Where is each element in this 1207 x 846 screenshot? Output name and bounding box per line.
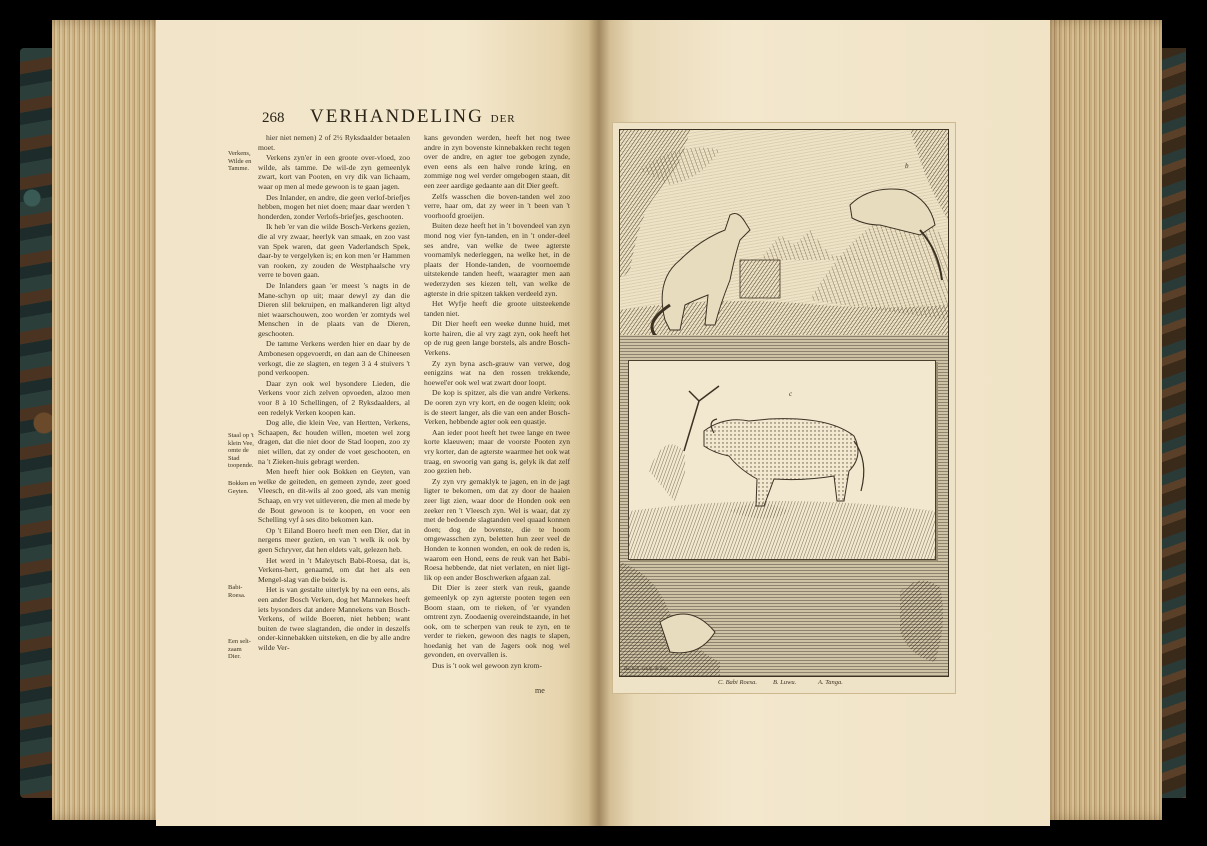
left-page-edges [52, 20, 172, 820]
paragraph: Zy zyn vry gemaklyk te jagen, en in de jagt ligter te bekomen, om dat zy door de haaien zeer ligt zien, waar door de Honden ook een zeeker ren 't Vleesch zyn. Wel is waar, dat zy met de bedoende slagtanden veel quaad konnen doen; dog de bovenste, die te hoom omgewasschen zyn, beletten hun zeer veel de Honden te konnen wonden, en ook de reden is, waarom een Hond, eens de reuk van het Babi-Roesa hebbende, dat niet verlaten, en niet ligt-lik op een ander Boschwerken afgaan zal. [424, 476, 570, 582]
plate-middle-scene [628, 360, 936, 560]
caption-item: A. Tanga. [818, 679, 843, 686]
plate-letter-c: c [789, 390, 793, 398]
paragraph: Dit Dier heeft een weeke dunne huid, met korte hairen, die al vry zagt zyn, ook heeft het op de rug geen lange borstels, als andre Bosch-Verkens. [424, 319, 570, 358]
catchword: me [535, 686, 545, 695]
paragraph: Men heeft hier ook Bokken en Geyten, van welke de geiteden, en gemeen zynde, zeer goed Vleesch, en dit-wils al zoo goed, als van menig Schaap, en vry vet uitleveren, die men al mede by de Bout gewoon is te koopen, en voor een Schelling vyf à ses dito bekomen kan. [258, 467, 410, 525]
paragraph: Het Wyfje heeft die groote uitsteekende tanden niet. [424, 299, 570, 318]
plate-caption [613, 679, 955, 691]
text-column-right [424, 133, 570, 688]
landscape-engraving-top [620, 130, 948, 335]
caption-item: C. Babi Roesa. [718, 679, 757, 686]
paragraph: Dog alle, die klein Vee, van Hertten, Verkens, Schaapen, &c houden willen, moeten wel zorg dragen, dat die niet door de Stad loopen, zoo zy niet willen, dat zy onder de voet geschooten, en na 't Zieken-huis gebragt werden. [258, 418, 410, 466]
engraved-plate [612, 122, 956, 694]
text-column-left [258, 133, 410, 688]
paragraph: De kop is spitzer, als die van andre Verkens. De ooren zyn vry kort, en de oogen klein; ook is de steert langer, als die van een ander Bosch-Verken, hebbende agter ook een quastje. [424, 388, 570, 427]
book-gutter [588, 20, 610, 826]
paragraph: hier niet nemen) 2 of 2½ Ryksdaalder betaalen moet. [258, 133, 410, 152]
engraver-signature: Bacheli. sculp. & Exp. [624, 667, 669, 672]
running-title-suffix: DER [490, 113, 516, 125]
paragraph: Zy zyn byna asch-grauw van verwe, dog eenigzins wat na den rossen trekkende, hoewel'er ook wel wat zwart door loopt. [424, 358, 570, 387]
paragraph: kans gevonden werden, heeft het nog twee andre in zyn bovenste kinnebakken recht tegen over de andre, en agter toe gebogen zynde, even eens als een halve ronde kring, en zommige nog wel verder omgebogen staan, dit een zeer aardige gedaante aan dit Dier geeft. [424, 133, 570, 190]
plate-top-scene [620, 130, 948, 335]
paragraph: Aan ieder poot heeft het twee lange en twee korte klaeuwen; maar de voorste Pooten zyn vry korter, dan de agterste waarmee het ook wat traag, en swoorig van gang is, gelyk ik dat zelf zoo gezien heb. [424, 427, 570, 476]
plate-frame [619, 129, 949, 677]
paragraph: Des Inlander, en andre, die geen verlof-briefjes hebben, mogen het niet doen; maar daar werden 't honderden, zonder Verlofs-briefjes, geschooten. [258, 192, 410, 221]
margin-note: Verkens, Wilde en Tamme. [228, 150, 252, 172]
running-header [262, 106, 572, 132]
babirusa-engraving [629, 361, 935, 559]
paragraph: Dit Dier is zeer sterk van reuk, gaande gemeenlyk op zyn agterste pooten tegen een Boom staan, om te rieken, of 'er vyanden omtrent zyn. Zoodaenig overeindstaande, in het ook, om te scherpen van reuk te zyn, en te verder te rieken, gewoon des nagts te slapen, hoedanig het van de Jagers ook nog wel gevonden, en overvallen is. [424, 583, 570, 660]
plate-letter-b: b [905, 162, 909, 170]
page-number: 268 [262, 110, 285, 126]
right-page-edges [1042, 20, 1162, 820]
margin-note: Staal op 't klein Vee, omte de Stad toopende. [228, 432, 254, 469]
paragraph: Het is van gestalte uiterlyk by na een eens, als een ander Bosch Verken, dog het Mannekes heeft iets bysonders dat andere Mannekens van Bosch-Verkens, of wilde Boeren, niet hebben; want buiten de twee slagtanden, die onder in deszelfs onder-kinnebakken uitsteken, en die by alle andre wilde Ver- [258, 585, 410, 652]
paragraph: Daar zyn ook wel bysondere Lieden, die Verkens voor zich zelven opvoeden, alzoo men voor 8 à 10 Schellingen, of 2 Ryksdaalders, al een redelyk Verken koopen kan. [258, 378, 410, 417]
open-book [18, 18, 1188, 828]
plate-bottom-scene [620, 562, 948, 676]
paragraph: Dus is 't ook wel gewoon zyn krom- [432, 661, 542, 671]
paragraph: Buiten deze heeft het in 't bovendeel van zyn mond nog vier fyn-tanden, en in 't onder-deel ses andre, van welke de twee agterste voornamlyk nederleggen, na welke het, in de plaats der Honde-tanden, de voornoemde uitstekende tanden heeft, waaragter men aan wederzyden ses kiezen telt, van welke de agterste in drie spitzen takken verdeeld zyn. [424, 221, 570, 298]
margin-note: Een selt-zaam Dier. [228, 638, 251, 660]
paragraph: Op 't Eiland Boero heeft men een Dier, dat in nergens meer gezien, en van 't welk ik ook by geen Schryver, dat hen eldets valt, gelezen heb. [258, 525, 410, 554]
paragraph: Zelfs wasschen die boven-tanden wel zoo verre, haar om, dat zy weer in 't been van 't voorhoofd groeijen. [424, 191, 570, 220]
running-title-main: VERHANDELING [310, 106, 484, 127]
foliage-engraving-bottom [620, 562, 948, 676]
margin-note: Babi-Roesa. [228, 584, 246, 599]
paragraph: Verkens zyn'er in een groote over-vloed, zoo wilde, als tamme. De wil-de zyn gemeenlyk zwart, kort van Pooten, en vry dik van lichaam, waar op men al mede gewoon is te gaan jagen. [258, 153, 410, 191]
running-title [310, 106, 516, 128]
caption-item: B. Luwu. [773, 679, 797, 686]
paragraph: Ik heb 'er van die wilde Bosch-Verkens gezien, die al vry zwaar, heerlyk van smaak, en zoo vast van Spek waren, dat geen Vaderlandsch Spek, daar-by te vergelyken is; en kon men 'er Hammen van rooken, zy zouden de Westphaalsche vry verre te boven gaan. [258, 222, 410, 280]
paragraph: De tamme Verkens werden hier en daar by de Ambonesen opgevoerdt, en dan aan de Chineesen verkogt, die ze slagten, en tegen 3 à 4 stuivers 't pond verkoopen. [258, 339, 410, 378]
margin-note: Bokken en Geyten. [228, 480, 256, 495]
right-marbled-cover [1160, 48, 1186, 798]
paragraph: Het werd in 't Maleytsch Babi-Roesa, dat is, Verkens-hert, genaamd, om dat het als een Mengel-slag van die beide is. [258, 555, 410, 584]
paragraph: De Inlanders gaan 'er meest 's nagts in de Mane-schyn op uit; maar dewyl zy dan die Dieren slil bekruipen, en malkanderen ligt altyd niet waarschouwen, zoo worden 'er zomtyds wel Menschen in de plaats van de Dieren, geschooten. [258, 280, 410, 338]
